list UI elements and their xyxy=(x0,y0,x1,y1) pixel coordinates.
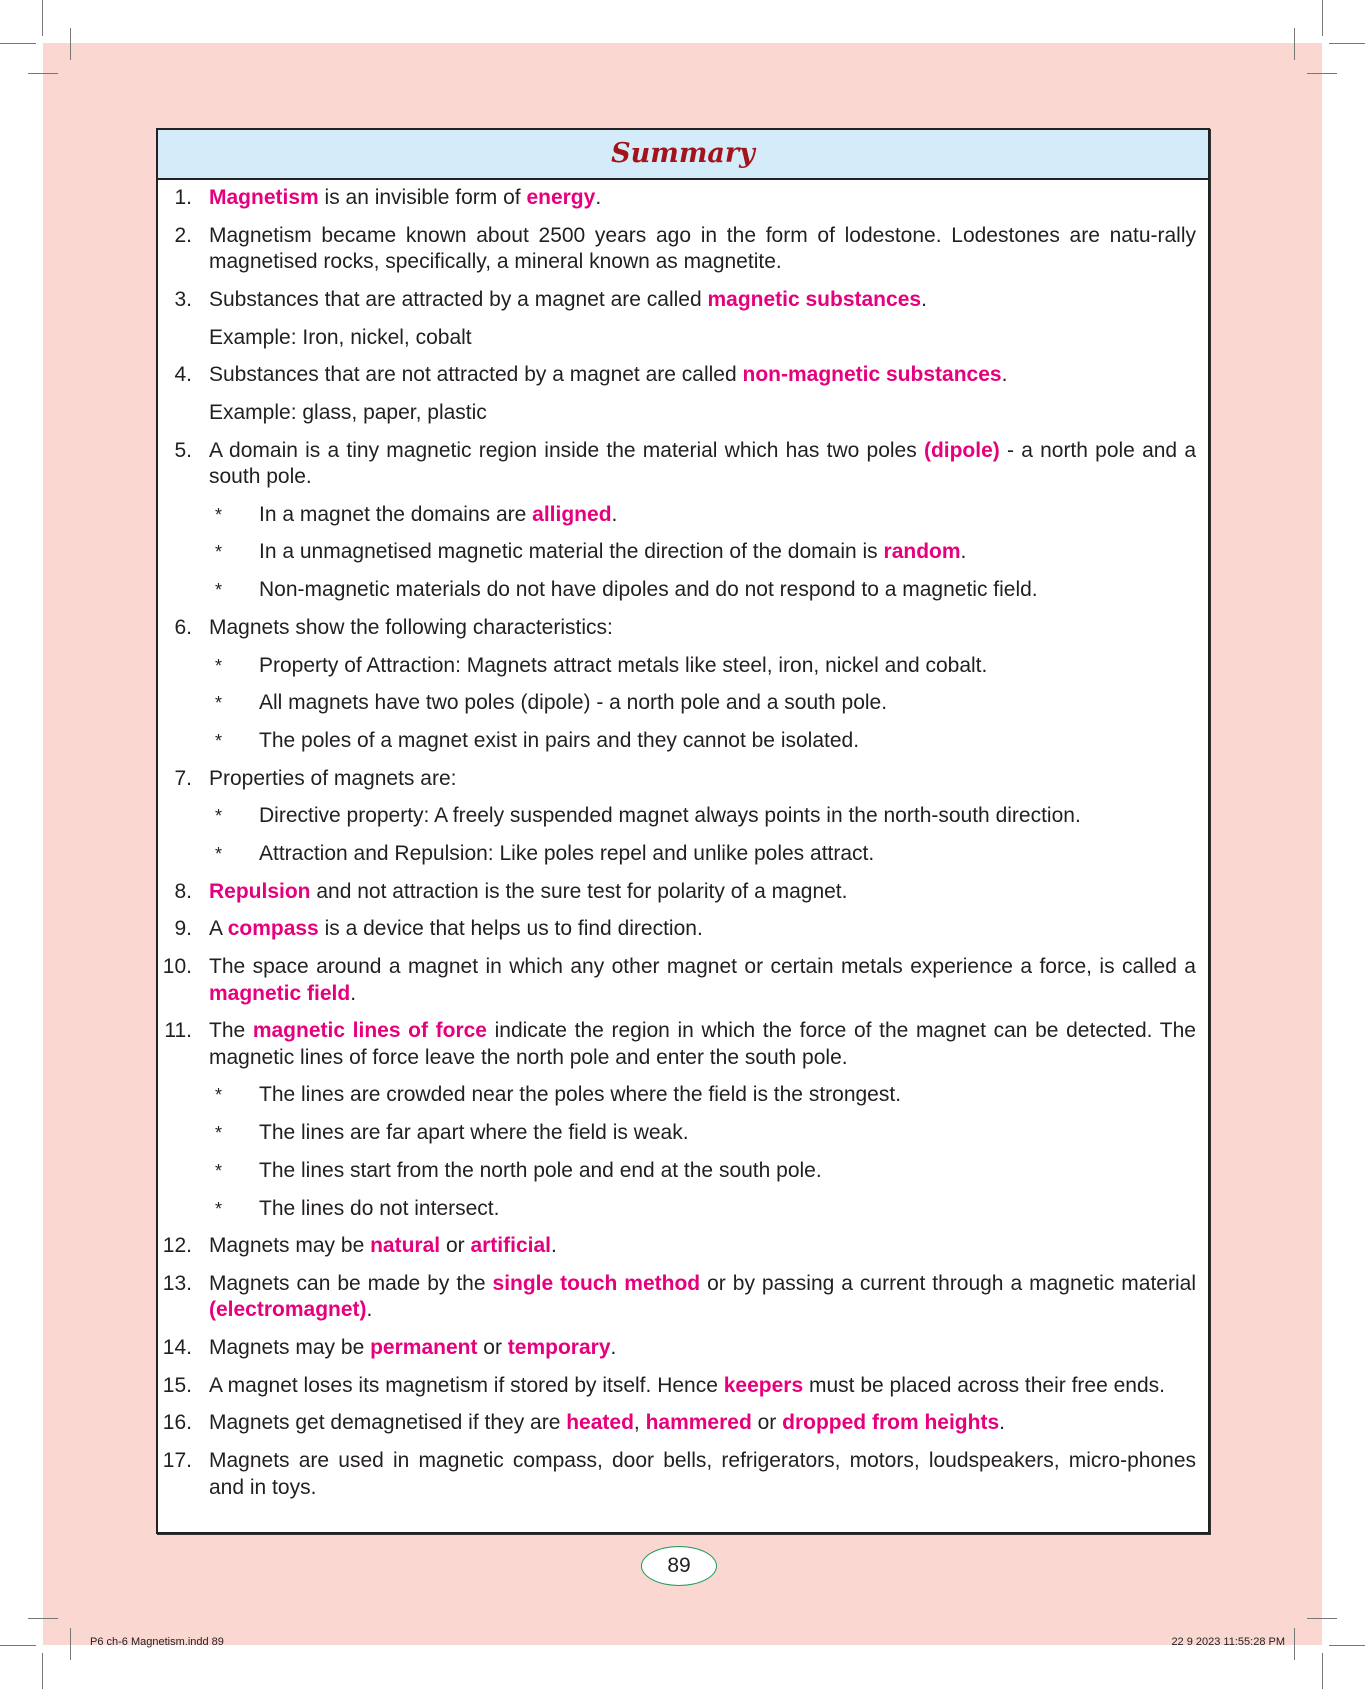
highlighted-term: magnetic field xyxy=(209,981,351,1005)
highlighted-term: Repulsion xyxy=(209,879,311,903)
text-segment: . xyxy=(610,1336,617,1360)
list-item xyxy=(158,287,1196,313)
crop-mark xyxy=(1329,43,1365,44)
item-number: 14. xyxy=(162,1336,192,1360)
text-segment: . xyxy=(960,540,967,564)
crop-mark xyxy=(1307,1618,1337,1619)
text-segment: Properties of magnets are: xyxy=(209,766,457,790)
summary-title: Summary xyxy=(611,138,755,169)
list-item xyxy=(158,362,1196,388)
example-line: Example: glass, paper, plastic xyxy=(209,400,487,424)
text-segment: and not attraction is the sure test for polarity of a magnet. xyxy=(310,879,848,903)
asterisk-bullet-icon: * xyxy=(215,655,223,676)
asterisk-bullet-icon: * xyxy=(215,1123,223,1144)
text-segment: The lines are far apart where the field is weak. xyxy=(259,1121,689,1145)
bullet-item xyxy=(158,803,1196,829)
item-number: 9. xyxy=(174,917,192,941)
text-segment: or by passing a current through a magnetic material xyxy=(700,1271,1196,1295)
item-number: 2. xyxy=(174,223,192,247)
text-segment: Directive property: A freely suspended magnet always points in the north-south direction. xyxy=(259,804,1081,828)
text-segment: is a device that helps us to find direction. xyxy=(318,917,703,941)
text-segment: . xyxy=(350,981,357,1005)
text-segment: is an invisible form of xyxy=(318,186,527,209)
asterisk-bullet-icon: * xyxy=(215,806,223,827)
highlighted-term: magnetic substances xyxy=(707,287,922,311)
list-item xyxy=(158,438,1196,491)
crop-mark xyxy=(28,1618,58,1619)
bullet-item xyxy=(158,653,1196,679)
text-segment: Magnets can be made by the xyxy=(209,1271,493,1295)
footer-timestamp: 22 9 2023 11:55:28 PM xyxy=(1171,1636,1285,1648)
text-segment: - a north pole and a south pole. xyxy=(209,438,1196,489)
highlighted-term: permanent xyxy=(370,1336,478,1360)
text-segment: The lines start from the north pole and end at the south pole. xyxy=(259,1158,822,1182)
highlighted-term: alligned xyxy=(532,502,612,526)
highlighted-term: (electromagnet) xyxy=(209,1298,367,1322)
text-segment: All magnets have two poles (dipole) - a north pole and a south pole. xyxy=(259,691,888,715)
bullet-item xyxy=(158,1120,1196,1146)
list-item xyxy=(158,185,1196,211)
text-segment: In a magnet the domains are xyxy=(259,502,533,526)
asterisk-bullet-icon: * xyxy=(215,504,223,525)
asterisk-bullet-icon: * xyxy=(215,693,223,714)
highlighted-term: heated xyxy=(566,1411,634,1435)
summary-list xyxy=(158,180,1208,1501)
highlighted-term: (dipole) xyxy=(923,438,1000,462)
highlighted-term: artificial xyxy=(470,1234,551,1258)
highlighted-term: single touch method xyxy=(492,1271,701,1295)
bullet-item xyxy=(158,502,1196,528)
text-segment: Attraction and Repulsion: Like poles repel and unlike poles attract. xyxy=(259,842,875,866)
asterisk-bullet-icon: * xyxy=(215,542,223,563)
text-segment: indicate the region in which the force of the magnet can be detected. The magnetic lines of force leave the north pole and enter the south pole. xyxy=(209,1019,1196,1069)
crop-mark xyxy=(1329,1645,1365,1646)
highlighted-term: magnetic lines of force xyxy=(252,1019,487,1043)
list-item xyxy=(158,615,1196,641)
list-item xyxy=(158,1410,1196,1436)
footer-file-info: P6 ch-6 Magnetism.indd 89 xyxy=(90,1636,224,1648)
item-number: 5. xyxy=(174,438,192,462)
crop-mark xyxy=(28,73,58,74)
item-number: 8. xyxy=(174,879,192,903)
text-segment: The xyxy=(209,1019,253,1043)
bullet-item xyxy=(158,1082,1196,1108)
item-number: 3. xyxy=(174,287,192,311)
text-segment: In a unmagnetised magnetic material the direction of the domain is xyxy=(259,540,884,564)
crop-mark xyxy=(0,43,36,44)
text-segment: Property of Attraction: Magnets attract metals like steel, iron, nickel and cobalt. xyxy=(259,653,988,677)
highlighted-term: non-magnetic substances xyxy=(742,363,1002,387)
asterisk-bullet-icon: * xyxy=(215,1085,223,1106)
text-segment: Magnets show the following characteristics: xyxy=(209,615,613,639)
list-item xyxy=(158,766,1196,792)
list-item xyxy=(158,954,1196,1007)
crop-mark xyxy=(42,0,43,36)
crop-mark xyxy=(70,1628,71,1660)
item-number: 6. xyxy=(174,615,192,639)
crop-mark xyxy=(1322,1653,1323,1689)
list-item xyxy=(158,1018,1196,1071)
text-segment: . xyxy=(921,287,927,311)
text-segment: . xyxy=(595,186,602,209)
text-segment: A domain is a tiny magnetic region inside the material which has two poles xyxy=(209,438,924,462)
list-item xyxy=(158,1335,1196,1361)
text-segment: . xyxy=(999,1411,1005,1435)
text-segment: A magnet loses its magnetism if stored by itself. Hence xyxy=(209,1373,724,1397)
item-number: 15. xyxy=(162,1373,192,1397)
asterisk-bullet-icon: * xyxy=(215,1160,223,1181)
list-item xyxy=(158,916,1196,942)
item-number: 7. xyxy=(174,766,192,790)
bullet-item xyxy=(158,1196,1196,1222)
text-segment: or xyxy=(440,1234,471,1258)
item-number: 10. xyxy=(162,955,192,979)
crop-mark xyxy=(42,1653,43,1689)
page-number: 89 xyxy=(641,1546,717,1586)
highlighted-term: random xyxy=(883,540,961,564)
summary-header xyxy=(158,130,1208,180)
text-segment: Substances that are not attracted by a magnet are called xyxy=(209,363,743,387)
list-item xyxy=(158,879,1196,905)
text-segment: Magnets get demagnetised if they are xyxy=(209,1411,567,1435)
asterisk-bullet-icon: * xyxy=(215,844,223,865)
crop-mark xyxy=(1307,73,1337,74)
text-segment: . xyxy=(1001,363,1008,387)
asterisk-bullet-icon: * xyxy=(215,730,223,751)
asterisk-bullet-icon: * xyxy=(215,580,223,601)
bullet-item xyxy=(158,577,1196,603)
asterisk-bullet-icon: * xyxy=(215,1198,223,1219)
text-segment: Magnets are used in magnetic compass, door bells, refrigerators, motors, loudspeakers, micro-phones and in toys. xyxy=(209,1449,1196,1499)
text-segment: The lines are crowded near the poles where the field is the strongest. xyxy=(259,1083,902,1107)
item-number: 12. xyxy=(162,1234,192,1258)
text-segment: . xyxy=(366,1298,373,1322)
bullet-item xyxy=(158,1158,1196,1184)
text-segment: Non-magnetic materials do not have dipoles and do not respond to a magnetic field. xyxy=(259,578,1038,602)
highlighted-term: compass xyxy=(227,917,319,941)
text-segment: or xyxy=(751,1411,783,1435)
highlighted-term: dropped from heights xyxy=(782,1411,1000,1435)
example-line: Example: Iron, nickel, cobalt xyxy=(209,325,472,349)
text-segment: The lines do not intersect. xyxy=(259,1196,500,1220)
list-item xyxy=(158,1373,1196,1399)
crop-mark xyxy=(1322,0,1323,36)
highlighted-term: temporary xyxy=(507,1336,611,1360)
text-segment: Magnets may be xyxy=(209,1336,371,1360)
crop-mark xyxy=(0,1645,36,1646)
highlighted-term: Magnetism xyxy=(209,186,319,209)
item-number: 1. xyxy=(174,186,192,209)
summary-box xyxy=(156,128,1210,1534)
bullet-item xyxy=(158,690,1196,716)
list-item xyxy=(158,1233,1196,1259)
item-number: 4. xyxy=(174,363,192,387)
crop-mark xyxy=(1294,28,1295,60)
crop-mark xyxy=(70,28,71,60)
text-segment: , xyxy=(633,1411,646,1435)
bullet-item xyxy=(158,841,1196,867)
text-segment: A xyxy=(209,917,228,941)
item-number: 11. xyxy=(164,1019,192,1043)
highlighted-term: energy xyxy=(526,186,596,209)
list-item xyxy=(158,1271,1196,1324)
text-segment: The poles of a magnet exist in pairs and they cannot be isolated. xyxy=(259,728,860,752)
text-segment: . xyxy=(551,1234,557,1258)
item-number: 16. xyxy=(162,1411,192,1435)
text-segment: The space around a magnet in which any other magnet or certain metals experience a force, is called a xyxy=(209,955,1196,979)
bullet-item xyxy=(158,539,1196,565)
item-number: 17. xyxy=(162,1449,192,1473)
item-number: 13. xyxy=(162,1271,192,1295)
bullet-item xyxy=(158,728,1196,754)
crop-mark xyxy=(1294,1628,1295,1660)
text-segment: . xyxy=(611,502,618,526)
text-segment: must be placed across their free ends. xyxy=(803,1373,1165,1397)
text-segment: or xyxy=(477,1336,508,1360)
highlighted-term: keepers xyxy=(723,1373,804,1397)
text-segment: Substances that are attracted by a magnet are called xyxy=(209,287,708,311)
list-item xyxy=(158,1448,1196,1501)
highlighted-term: hammered xyxy=(645,1411,752,1435)
text-segment: Magnetism became known about 2500 years ago in the form of lodestone. Lodestones are natu-rally magnetised rocks, specifically, a mineral known as magnetite. xyxy=(209,223,1196,274)
list-item xyxy=(158,223,1196,276)
text-segment: Magnets may be xyxy=(209,1234,371,1258)
highlighted-term: natural xyxy=(370,1234,441,1258)
